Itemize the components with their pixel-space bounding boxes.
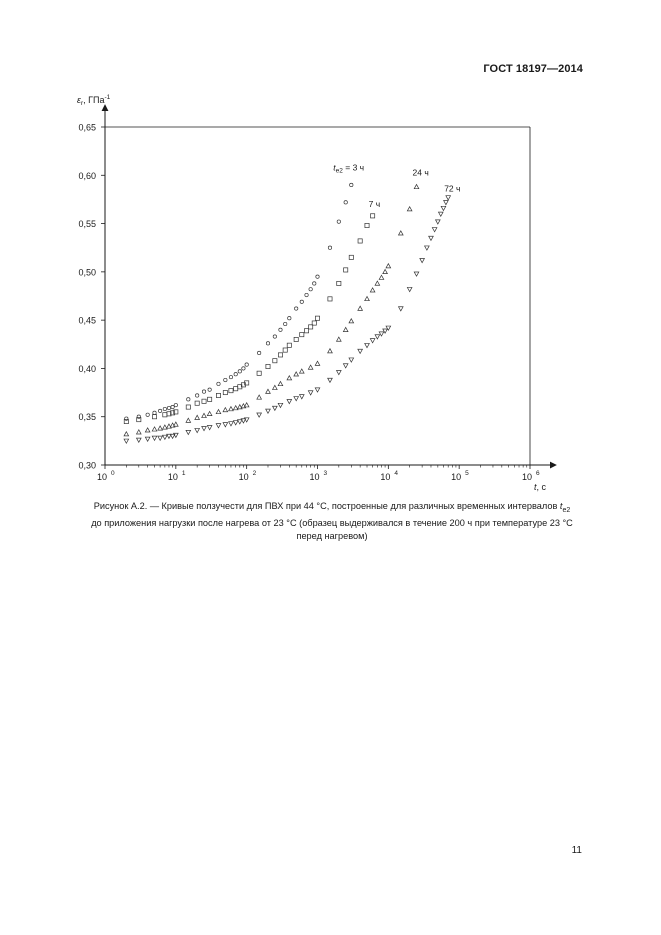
- data-point-triangle-down: [358, 349, 363, 353]
- data-point-circle: [229, 375, 232, 378]
- standard-code: ГОСТ 18197—2014: [483, 63, 583, 75]
- data-point-circle: [305, 293, 308, 296]
- x-tick-exponent: 6: [536, 470, 540, 477]
- data-point-triangle-down: [257, 413, 262, 417]
- data-point-triangle: [186, 418, 191, 422]
- data-point-circle: [316, 275, 319, 278]
- data-point-triangle: [407, 207, 412, 211]
- data-point-triangle-down: [446, 196, 451, 200]
- data-point-triangle-down: [414, 272, 419, 276]
- data-point-triangle: [266, 389, 271, 393]
- data-point-triangle: [287, 376, 292, 380]
- data-point-circle: [300, 300, 303, 303]
- data-point-square: [234, 387, 238, 391]
- data-point-square: [229, 389, 233, 393]
- data-point-triangle-down: [216, 424, 221, 428]
- data-point-triangle-down: [308, 391, 313, 395]
- data-point-triangle: [257, 395, 262, 399]
- data-point-circle: [195, 394, 198, 397]
- data-point-triangle: [299, 369, 304, 373]
- data-point-circle: [313, 282, 316, 285]
- data-point-triangle-down: [223, 423, 228, 427]
- data-point-triangle: [195, 415, 200, 419]
- data-point-circle: [279, 328, 282, 331]
- x-tick-label: 10: [451, 472, 462, 482]
- x-tick-exponent: 4: [394, 470, 398, 477]
- series-annotation: 7 ч: [368, 199, 381, 210]
- caption-line1: Рисунок А.2. — Кривые ползучести для ПВХ при 44 °С, построенные для различных временных интервалов: [93, 501, 560, 511]
- x-tick-exponent: 2: [252, 470, 257, 477]
- data-point-circle: [224, 378, 227, 381]
- data-point-circle: [217, 382, 220, 385]
- page-number: 11: [571, 845, 582, 856]
- data-point-circle: [350, 183, 353, 186]
- data-point-circle: [167, 406, 170, 409]
- data-point-circle: [137, 415, 140, 418]
- data-point-triangle-down: [238, 420, 243, 424]
- data-point-triangle: [375, 281, 380, 285]
- data-point-circle: [202, 390, 205, 393]
- data-point-circle: [153, 411, 156, 414]
- data-point-triangle: [278, 381, 283, 385]
- y-axis-label: $\varepsilon_r$, ГПа$^{-1}$: [77, 94, 111, 107]
- data-point-triangle: [229, 407, 234, 411]
- data-point-square: [287, 343, 291, 347]
- data-point-circle: [294, 307, 297, 310]
- data-point-square: [195, 401, 199, 405]
- data-point-square: [278, 353, 282, 357]
- data-point-triangle: [349, 319, 354, 323]
- x-tick-label: 10: [380, 472, 391, 482]
- x-tick-exponent: 3: [323, 470, 328, 477]
- x-tick-exponent: 1: [181, 470, 186, 477]
- data-point-triangle: [365, 296, 370, 300]
- caption-line3: перед нагревом): [296, 530, 368, 541]
- caption-var: t: [559, 501, 563, 511]
- data-point-circle: [344, 201, 347, 204]
- data-point-triangle-down: [299, 395, 304, 399]
- y-tick-label: 0,40: [78, 363, 96, 374]
- data-point-triangle: [399, 231, 404, 235]
- data-point-square: [337, 281, 341, 285]
- x-tick-label: 10: [521, 472, 533, 482]
- data-point-triangle-down: [266, 409, 271, 413]
- data-point-triangle-down: [273, 406, 278, 410]
- data-point-triangle-down: [136, 438, 141, 442]
- data-point-triangle: [136, 430, 141, 434]
- data-point-square: [371, 214, 375, 218]
- data-point-triangle-down: [207, 426, 212, 430]
- figure-caption: [40, 500, 624, 543]
- data-point-triangle-down: [124, 439, 129, 443]
- data-point-triangle-down: [328, 378, 333, 382]
- data-point-square: [273, 359, 277, 363]
- data-point-circle: [125, 417, 128, 420]
- data-point-triangle-down: [444, 201, 449, 205]
- y-tick-label: 0,35: [78, 412, 96, 423]
- data-point-square: [315, 316, 319, 320]
- data-point-triangle: [328, 349, 333, 353]
- data-point-triangle: [152, 427, 157, 431]
- data-point-circle: [163, 407, 166, 410]
- data-point-square: [257, 371, 261, 375]
- data-point-triangle-down: [163, 435, 168, 439]
- data-point-triangle-down: [343, 364, 348, 368]
- data-point-square: [300, 333, 304, 337]
- x-tick-label: 10: [167, 472, 178, 482]
- data-point-triangle: [273, 385, 278, 389]
- data-point-triangle: [379, 275, 384, 279]
- data-point-circle: [266, 342, 269, 345]
- data-point-triangle: [308, 365, 313, 369]
- data-point-circle: [158, 409, 161, 412]
- data-point-triangle: [202, 413, 207, 417]
- data-point-triangle-down: [315, 388, 320, 392]
- data-point-circle: [146, 413, 149, 416]
- series-annotation: 24 ч: [412, 167, 429, 178]
- x-axis-label: t, с: [534, 482, 547, 492]
- data-point-square: [283, 348, 287, 352]
- data-point-triangle-down: [152, 436, 157, 440]
- data-point-triangle: [223, 408, 228, 412]
- data-point-circle: [238, 370, 241, 373]
- data-point-triangle: [294, 372, 299, 376]
- data-point-square: [266, 364, 270, 368]
- data-point-circle: [288, 317, 291, 320]
- x-tick-label: 10: [96, 472, 108, 482]
- data-point-circle: [234, 373, 237, 376]
- data-point-square: [358, 239, 362, 243]
- data-point-triangle: [207, 411, 212, 415]
- y-tick-label: 0,45: [78, 315, 96, 326]
- data-point-triangle: [358, 306, 363, 310]
- data-point-triangle-down: [432, 228, 437, 232]
- data-point-triangle: [337, 337, 342, 341]
- data-point-triangle: [145, 428, 150, 432]
- caption-line2: до приложения нагрузки после нагрева от 23 °С (образец выдерживался в течение 200 ч при температуре 23 °С: [91, 517, 573, 528]
- data-point-circle: [171, 405, 174, 408]
- data-point-triangle-down: [337, 370, 342, 374]
- data-point-square: [186, 405, 190, 409]
- data-point-circle: [284, 322, 287, 325]
- data-point-triangle: [124, 432, 129, 436]
- data-point-triangle-down: [294, 397, 299, 401]
- data-point-triangle-down: [233, 421, 238, 425]
- data-point-triangle: [343, 327, 348, 331]
- data-point-square: [328, 297, 332, 301]
- chart-points: [124, 183, 450, 443]
- data-point-triangle-down: [379, 332, 384, 336]
- data-point-square: [163, 413, 167, 417]
- data-point-square: [365, 223, 369, 227]
- x-tick-exponent: 0: [111, 470, 115, 477]
- x-tick-label: 10: [238, 472, 249, 482]
- data-point-triangle-down: [375, 335, 380, 339]
- data-point-circle: [187, 398, 190, 401]
- data-point-circle: [273, 335, 276, 338]
- data-point-circle: [174, 403, 177, 406]
- data-point-square: [294, 337, 298, 341]
- data-point-triangle-down: [370, 339, 375, 343]
- data-point-circle: [309, 288, 312, 291]
- data-point-square: [202, 399, 206, 403]
- data-point-circle: [208, 388, 211, 391]
- data-point-square: [152, 415, 156, 419]
- series-annotation: $t_{e2} = 3$ ч: [333, 162, 365, 175]
- y-tick-label: 0,50: [78, 267, 96, 278]
- data-point-triangle-down: [145, 437, 150, 441]
- data-point-triangle-down: [399, 307, 404, 311]
- data-point-triangle-down: [229, 422, 234, 426]
- data-point-triangle-down: [195, 428, 200, 432]
- data-point-circle: [337, 220, 340, 223]
- data-point-square: [216, 393, 220, 397]
- data-point-triangle-down: [287, 399, 292, 403]
- data-point-triangle-down: [429, 236, 434, 240]
- data-point-triangle-down: [420, 258, 425, 262]
- data-point-triangle: [383, 269, 388, 273]
- data-point-square: [208, 397, 212, 401]
- series-annotation: 72 ч: [444, 183, 461, 194]
- data-point-triangle: [174, 422, 179, 426]
- data-point-square: [344, 268, 348, 272]
- data-point-circle: [242, 367, 245, 370]
- data-point-triangle: [216, 409, 221, 413]
- data-point-triangle-down: [436, 220, 441, 224]
- data-point-triangle-down: [186, 430, 191, 434]
- data-point-circle: [245, 363, 248, 366]
- data-point-triangle: [315, 361, 320, 365]
- data-point-triangle: [370, 288, 375, 292]
- data-point-triangle-down: [365, 343, 370, 347]
- data-point-square: [223, 390, 227, 394]
- data-point-triangle-down: [407, 287, 412, 291]
- data-point-triangle: [244, 403, 249, 407]
- x-tick-exponent: 5: [465, 470, 469, 477]
- x-tick-label: 10: [309, 472, 320, 482]
- data-point-triangle: [158, 426, 163, 430]
- y-tick-label: 0,30: [78, 460, 96, 471]
- data-point-triangle-down: [349, 358, 354, 362]
- y-tick-label: 0,65: [78, 122, 96, 133]
- data-point-triangle-down: [425, 246, 430, 250]
- data-point-triangle-down: [438, 212, 443, 216]
- y-tick-label: 0,55: [78, 219, 96, 230]
- data-point-triangle: [414, 184, 419, 188]
- caption-sub: e2: [562, 506, 571, 514]
- data-point-circle: [328, 246, 331, 249]
- y-tick-label: 0,60: [78, 170, 96, 181]
- data-point-square: [304, 329, 308, 333]
- data-point-triangle-down: [202, 427, 207, 431]
- data-point-triangle-down: [441, 206, 446, 210]
- data-point-triangle-down: [278, 403, 283, 407]
- data-point-square: [349, 255, 353, 259]
- data-point-triangle-down: [158, 436, 163, 440]
- data-point-triangle: [386, 264, 391, 268]
- data-point-circle: [257, 351, 260, 354]
